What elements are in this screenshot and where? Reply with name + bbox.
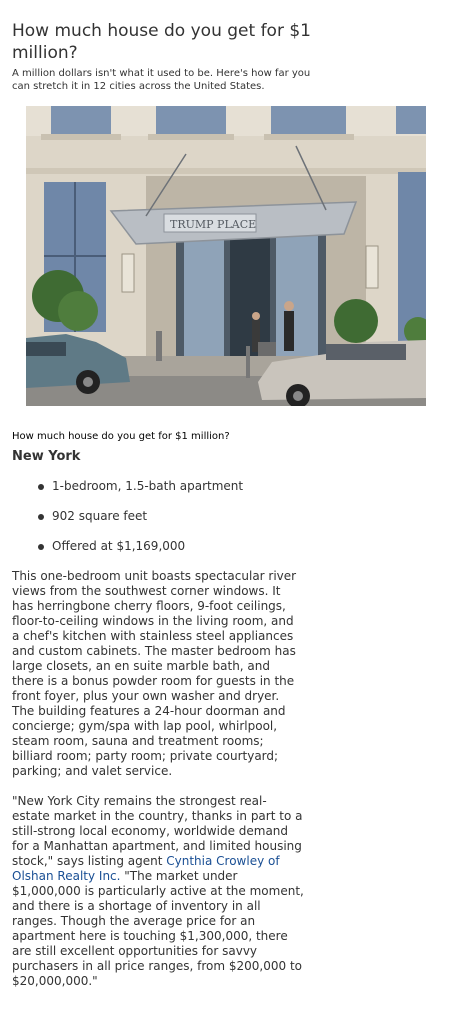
bullet-icon xyxy=(38,544,44,550)
fact-text: 902 square feet xyxy=(52,509,148,523)
agent-quote-paragraph xyxy=(12,794,304,989)
listing-photo xyxy=(26,106,426,406)
slide-content xyxy=(12,430,312,1004)
list-item xyxy=(12,509,312,524)
description-paragraph: This one-bedroom unit boasts spectacular river views from the southwest corner windows. It has herringbone cherry floors, 9-foot ceilings, floor-to-ceiling windows in the living room, and a chef's kitchen with stainless steel appliances and custom cabinets. The master bedroom has large closets, an en suite marble bath, and there is a bonus powder room for guests in the front foyer, plus your own washer and dryer. The building features a 24-hour doorman and concierge; gym/spa with lap pool, whirlpool, steam room, sauna and treatment rooms; billiard room; party room; private courtyard; parking; and valet service. xyxy=(12,569,297,778)
bullet-icon xyxy=(38,484,44,490)
quote-text-start: "New York City remains the strongest real-estate market in the country, thanks in part to a still-strong local economy, worldwide demand for a Manhattan apartment, and limited housing stock," says listing agent xyxy=(12,794,303,868)
building-entrance-illustration xyxy=(26,106,426,406)
article-dek: A million dollars isn't what it used to be. Here's how far you can stretch it in 12 cities across the United States. xyxy=(12,68,311,92)
list-item xyxy=(12,539,312,554)
quote-text-end: "The market under $1,000,000 is particularly active at the moment, and there is a shortage of inventory in all ranges. Though the average price for an apartment here is touching $1,300,000, there are still excellent opportunities for savvy purchasers in all price ranges, from $200,000 to $20,000,000." xyxy=(12,869,304,988)
agent-link[interactable]: Cynthia Crowley of Olshan Realty Inc. xyxy=(12,854,280,883)
article-headline: How much house do you get for $1 million? xyxy=(12,21,311,63)
article-header xyxy=(12,20,312,93)
fact-text: Offered at $1,169,000 xyxy=(52,539,186,553)
bullet-icon xyxy=(38,514,44,520)
city-heading: New York xyxy=(12,449,81,464)
listing-facts xyxy=(12,479,312,554)
slide-caption: How much house do you get for $1 million? xyxy=(12,431,230,442)
fact-text: 1-bedroom, 1.5-bath apartment xyxy=(52,479,244,493)
svg-text:TRUMP PLACE: TRUMP PLACE xyxy=(170,218,257,231)
list-item xyxy=(12,479,312,494)
